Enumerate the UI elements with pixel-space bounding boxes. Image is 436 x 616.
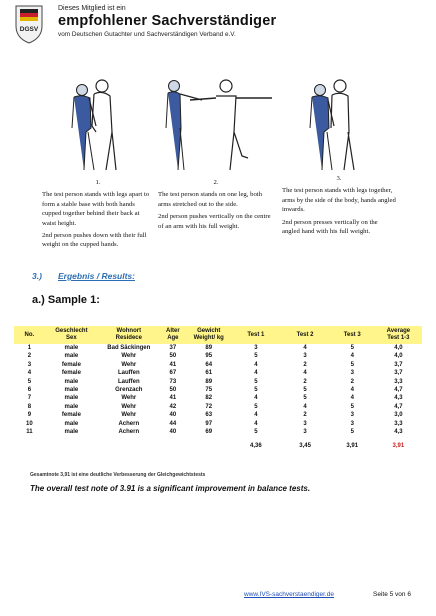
table-cell: Lauffen [117,370,140,377]
english-summary-note: The overall test note of 3.91 is a significant improvement in balance tests. [30,484,311,493]
table-cell: 4,3 [394,429,403,436]
col-header-no: No. [14,326,45,344]
table-row [14,352,422,360]
table-cell: 4,3 [394,395,403,402]
table-cell: 3 [303,353,307,360]
figure-3-number: 3. [336,175,342,182]
table-cell: 1 [27,345,32,351]
table-cell: Achern [118,420,140,427]
figure-2-illustration [160,76,278,172]
table-cell: 4 [27,370,32,377]
table-cell: 73 [169,378,177,385]
table-cell: 3,7 [394,361,403,368]
table-cell: 7 [27,395,32,402]
table-row [14,344,422,352]
table-cell: 6 [27,387,32,394]
table-cell: 97 [205,420,213,427]
table-cell: 5 [350,429,354,436]
table-cell: 37 [169,345,177,351]
table-cell: 42 [169,403,177,410]
figure-2-number: 2. [213,179,219,186]
table-cell: 41 [169,395,177,402]
footer-website-link[interactable]: www.IVS-sachverstaendiger.de [244,591,334,598]
table-cell: 50 [169,387,177,394]
table-row [14,428,422,436]
table-cell: 95 [205,353,213,360]
table-cell: Grenzach [115,387,143,394]
figure-1-caption [42,178,154,253]
table-cell: 4,0 [394,353,403,360]
table-cell: 5 [254,403,258,410]
table-cell: 5 [350,403,354,410]
figure-2-text-2: 2nd person pushes vertically on the centre of an arm with his full weight. [158,213,271,230]
table-cell: male [64,403,79,410]
figure-1-illustration [58,76,130,172]
table-cell: 4 [254,370,258,377]
table-cell: 72 [205,403,213,410]
table-cell: 4 [350,395,354,402]
table-cell: 4 [254,420,258,427]
table-cell: 3 [350,412,354,419]
table-row [14,411,422,419]
total-cell [160,436,187,450]
col-header-average: Average Test 1-3 [375,326,422,344]
col-header-weight: Gewicht Weight/ kg [186,326,231,344]
table-cell: 69 [205,429,213,436]
table-totals-row [14,436,422,450]
table-cell: 3 [350,420,354,427]
table-row [14,378,422,386]
table-cell: 4 [350,387,354,394]
table-cell: 3,0 [394,412,403,419]
col-header-test2: Test 2 [280,326,329,344]
table-cell: 4 [303,345,307,351]
table-cell: 4,7 [394,387,403,394]
footer-page-number: Seite 5 von 6 [373,591,411,598]
table-cell: 40 [169,412,177,419]
table-row [14,394,422,402]
table-row [14,361,422,369]
total-cell [98,436,160,450]
association-line: vom Deutschen Gutachter und Sachverständigen Verband e.V. [58,31,236,38]
col-header-age: Alter Age [160,326,187,344]
table-cell: Wehr [121,353,137,360]
col-header-sex: Geschlecht Sex [45,326,98,344]
total-cell [14,436,45,450]
table-cell: 5 [350,361,354,368]
results-section-title: Ergebnis / Results: [58,271,135,281]
table-cell: 9 [27,412,32,419]
table-cell: 41 [169,361,177,368]
table-cell: 3 [303,420,307,427]
table-cell: 61 [205,370,213,377]
table-cell: 4,7 [394,403,403,410]
table-cell: 4,0 [394,345,403,351]
table-cell: 4 [254,361,258,368]
table-cell: 3 [350,370,354,377]
total-cell: 3,91 [346,443,359,450]
total-cell: 3,45 [299,443,311,450]
table-cell: 3 [27,361,32,368]
table-cell: Wehr [121,412,137,419]
table-cell: Wehr [121,395,137,402]
table-cell: 4 [254,395,258,402]
table-cell: 40 [169,429,177,436]
table-row [14,369,422,377]
table-cell: 82 [205,395,213,402]
table-cell: male [64,345,79,351]
results-table [14,326,422,451]
table-cell: male [64,395,79,402]
table-cell: 63 [205,412,213,419]
table-row [14,403,422,411]
dgsv-logo [14,4,44,44]
table-cell: 2 [350,378,354,385]
col-header-residence: Wohnort Residece [98,326,160,344]
table-cell: 2 [303,378,307,385]
figure-3-illustration [300,76,372,172]
table-cell: 89 [205,345,213,351]
table-cell: 3 [303,429,307,436]
table-cell: 5 [254,387,258,394]
table-cell: 50 [169,353,177,360]
table-cell: 44 [169,420,177,427]
member-line: Dieses Mitglied ist ein [58,5,126,12]
table-cell: 75 [205,387,213,394]
table-cell: 4 [254,412,258,419]
table-cell: 2 [303,412,307,419]
table-cell: 5 [303,387,307,394]
table-cell: Wehr [121,403,137,410]
total-cell [186,436,231,450]
table-cell: 64 [205,361,213,368]
table-cell: Bad Säckingen [107,345,151,351]
results-section-number: 3.) [32,271,42,281]
table-cell: 11 [26,429,33,436]
results-heading [32,271,135,281]
table-cell: female [61,412,81,419]
table-cell: 10 [26,420,33,427]
table-cell: 3,3 [394,420,403,427]
table-cell: Achern [118,429,140,436]
table-cell: 5 [254,378,258,385]
table-row [14,386,422,394]
table-cell: 2 [27,353,32,360]
figure-2-caption [158,178,274,234]
table-cell: 8 [27,403,32,410]
german-summary-note: Gesamtnote 3,91 ist eine deutliche Verbesserung der Gleichgewichtstests [30,472,206,478]
col-header-test1: Test 1 [231,326,280,344]
total-cell [45,436,98,450]
figure-3-caption [282,174,396,239]
table-cell: female [61,361,81,368]
table-cell: 4 [303,370,307,377]
table-cell: 4 [303,403,307,410]
table-cell: 89 [205,378,213,385]
figure-1-text-1: The test person stands with legs apart to form a stable base with both hands cupped together behind their back at waist height. [42,191,150,227]
total-cell: 4,36 [250,443,262,450]
table-cell: 2 [303,361,307,368]
table-row [14,420,422,428]
table-cell: 4 [350,353,354,360]
table-cell: 5 [254,353,258,360]
table-cell: female [61,370,81,377]
figure-2-text-1: The test person stands on one leg, both arms stretched out to the side. [158,191,263,208]
table-cell: male [64,429,79,436]
table-cell: 3,7 [394,370,403,377]
table-header-row [14,326,422,344]
header-title: empfohlener Sachverständiger [58,13,277,29]
figure-1-text-2: 2nd person pushes down with their full weight on the cupped hands. [42,232,147,249]
figure-3-text-2: 2nd person presses vertically on the angled hand with his full weight. [282,218,378,236]
table-cell: Lauffen [117,378,140,385]
table-cell: 5 [303,395,307,402]
table-cell: 5 [350,345,354,351]
table-cell: 5 [27,378,32,385]
overall-average-cell: 3,91 [392,443,405,450]
figure-1-number: 1. [95,179,101,186]
table-cell: male [64,378,79,385]
table-cell: 67 [169,370,177,377]
table-cell: 5 [254,429,258,436]
table-cell: male [64,353,79,360]
table-cell: 3,3 [394,378,403,385]
sample-heading: a.) Sample 1: [32,294,100,306]
figure-3-text-1: The test person stands with legs together, arms by the side of the body, hands angled inwards. [282,187,396,214]
table-cell: Wehr [121,361,137,368]
table-cell: male [64,387,79,394]
table-cell: 3 [254,345,258,351]
col-header-test3: Test 3 [330,326,375,344]
logo-text: DGSV [19,26,39,33]
table-cell: male [64,420,79,427]
